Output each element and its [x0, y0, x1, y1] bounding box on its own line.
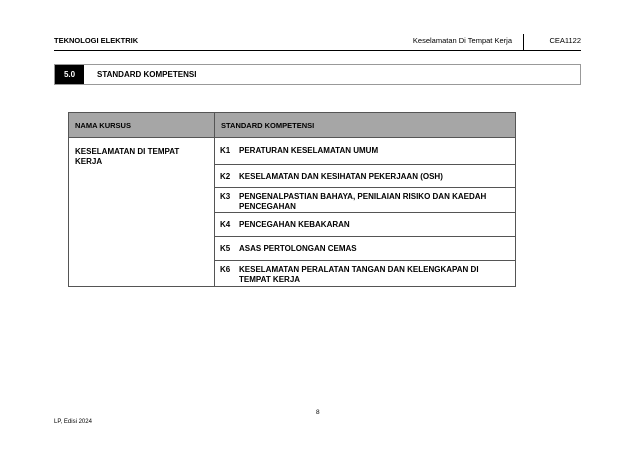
table-row: [69, 138, 516, 287]
section-title: STANDARD KOMPETENSI: [97, 70, 197, 79]
column-header-standard: STANDARD KOMPETENSI: [215, 113, 516, 138]
standard-text: ASAS PERTOLONGAN CEMAS: [239, 244, 357, 253]
section-heading: [54, 64, 581, 85]
header-divider: [523, 34, 525, 50]
course-name: KESELAMATAN DI TEMPAT KERJA: [69, 138, 215, 287]
standard-item: [215, 138, 515, 165]
standard-item: [215, 188, 515, 213]
standard-text: PERATURAN KESELAMATAN UMUM: [239, 146, 379, 155]
page-number: 8: [316, 409, 320, 416]
header-topic: Keselamatan Di Tempat Kerja: [412, 36, 512, 45]
standard-code: K5: [220, 244, 231, 253]
header-code: CEA1122: [549, 36, 581, 45]
standard-text: PENGENALPASTIAN BAHAYA, PENILAIAN RISIKO DAN KAEDAH PENCEGAHAN: [239, 192, 487, 211]
standard-item: [215, 213, 515, 237]
page-header: [54, 36, 581, 49]
standard-code: K3: [220, 192, 231, 201]
section-number: 5.0: [55, 65, 84, 84]
standard-item: [215, 237, 515, 261]
header-subject: TEKNOLOGI ELEKTRIK: [54, 36, 139, 45]
standard-code: K1: [220, 146, 231, 155]
standard-item: [215, 165, 515, 188]
table-header-row: [69, 113, 516, 138]
footer-edition: LP, Edisi 2024: [54, 419, 92, 425]
standard-text: KESELAMATAN DAN KESIHATAN PEKERJAAN (OSH): [239, 172, 443, 181]
standard-code: K2: [220, 172, 231, 181]
standard-text: KESELAMATAN PERALATAN TANGAN DAN KELENGKAPAN DI TEMPAT KERJA: [239, 265, 479, 284]
column-header-course: NAMA KURSUS: [69, 113, 215, 138]
standards-cell: [215, 138, 516, 287]
standard-text: PENCEGAHAN KEBAKARAN: [239, 220, 350, 229]
header-rule: [54, 50, 581, 51]
standard-item: [215, 261, 515, 286]
standard-code: K6: [220, 265, 231, 274]
standard-code: K4: [220, 220, 231, 229]
competency-table: [68, 112, 516, 287]
